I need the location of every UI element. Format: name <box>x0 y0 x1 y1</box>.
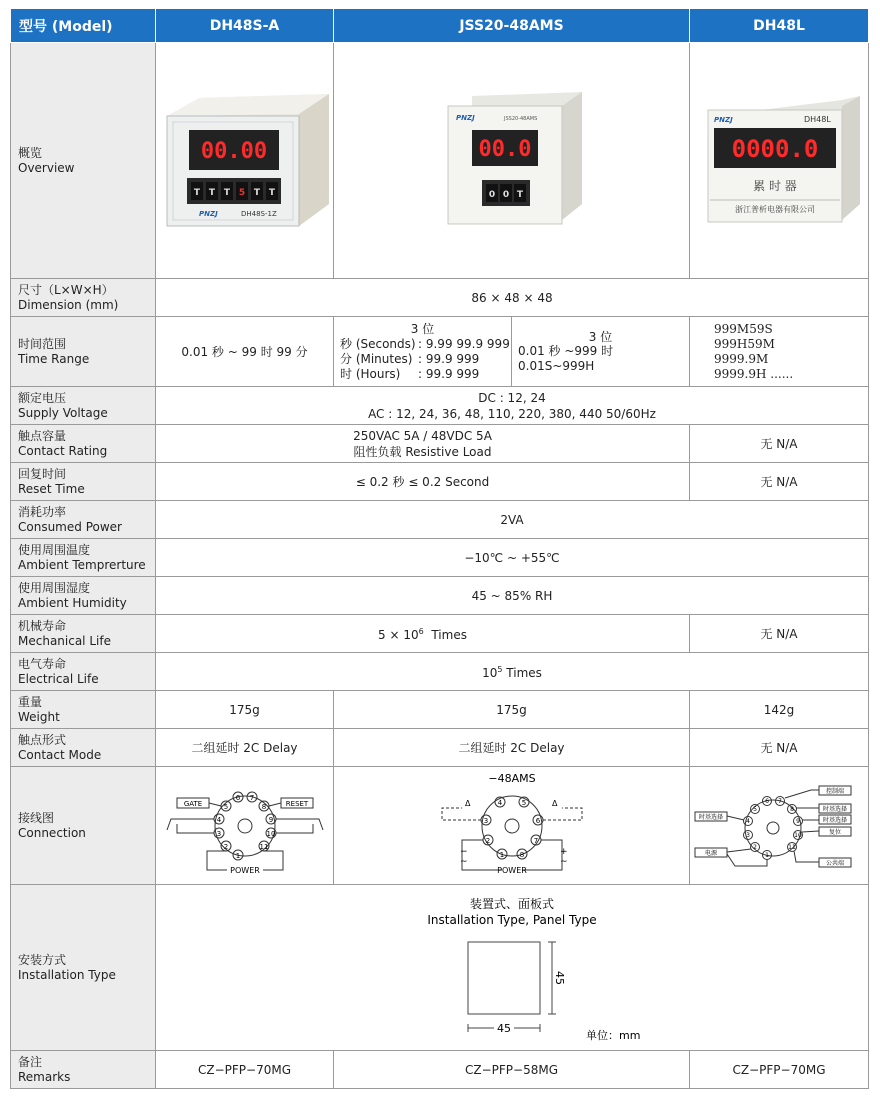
wiring-diagram-dh48l <box>690 767 869 885</box>
row-dimension <box>11 279 869 317</box>
svg-text:复位: 复位 <box>828 828 842 836</box>
value-elec-life: $10^5$ Times <box>156 653 869 691</box>
svg-text:2: 2 <box>485 836 490 845</box>
value-power: 2VA <box>156 501 869 539</box>
svg-text:POWER: POWER <box>229 865 260 875</box>
svg-text:DH48L: DH48L <box>803 114 831 124</box>
p3-display: 0000.0 <box>731 134 818 163</box>
label-connection: 接线图 Connection <box>11 767 156 885</box>
svg-text:8: 8 <box>519 850 524 859</box>
contact-rating-dh48l: 无 N/A <box>690 425 869 463</box>
svg-text:累 时 器: 累 时 器 <box>752 178 797 193</box>
product-image-jss20 <box>334 43 690 279</box>
svg-text:11: 11 <box>259 842 268 851</box>
svg-text:JSS20-48AMS: JSS20-48AMS <box>503 115 537 122</box>
label-remarks: 备注 Remarks <box>11 1051 156 1089</box>
svg-text:PNZJ: PNZJ <box>713 115 733 124</box>
wiring-diagram-dh48s <box>156 767 334 885</box>
label-time-range: 时间范围 Time Range <box>11 317 156 387</box>
svg-text:7: 7 <box>533 836 538 845</box>
value-reset-time: ≤ 0.2 秒 ≤ 0.2 Second <box>156 463 690 501</box>
mech-life-dh48l: 无 N/A <box>690 615 869 653</box>
remarks-dh48l: CZ−PFP−70MG <box>690 1051 869 1089</box>
svg-text:7: 7 <box>249 793 254 802</box>
label-contact-rating: 触点容量 Contact Rating <box>11 425 156 463</box>
row-amb-hum <box>11 577 869 615</box>
value-dimension: 86 × 48 × 48 <box>156 279 869 317</box>
svg-text:1: 1 <box>499 850 504 859</box>
value-amb-temp: −10℃ ~ +55℃ <box>156 539 869 577</box>
spec-table <box>10 8 869 1089</box>
header-model: 型号 (Model) <box>11 9 156 43</box>
label-dimension: 尺寸（L×W×H） Dimension (mm) <box>11 279 156 317</box>
svg-text:浙江普析电器有限公司: 浙江普析电器有限公司 <box>734 204 815 214</box>
svg-text:9: 9 <box>796 817 800 825</box>
svg-text:7: 7 <box>778 797 782 805</box>
label-contact-mode: 触点形式 Contact Mode <box>11 729 156 767</box>
header-row <box>11 9 869 43</box>
product-image-dh48l <box>690 43 869 279</box>
time-range-jss20-a: 3 位 秒 (Seconds) : 9.99 99.9 999 分 (Minutes) : 99.9 999 时 (Hours) : 99.9 999 <box>334 317 512 387</box>
svg-text:3: 3 <box>216 829 221 838</box>
svg-text:4: 4 <box>497 798 502 807</box>
svg-text:Δ: Δ <box>464 798 470 808</box>
time-range-dh48s: 0.01 秒 ~ 99 时 99 分 <box>156 317 334 387</box>
product-image-dh48s <box>156 43 334 279</box>
row-weight <box>11 691 869 729</box>
svg-text:3: 3 <box>483 816 488 825</box>
contact-mode-dh48s: 二组延时 2C Delay <box>156 729 334 767</box>
p1-display: 00.00 <box>200 138 267 164</box>
weight-dh48l: 142g <box>690 691 869 729</box>
svg-text:T: T <box>193 187 200 198</box>
svg-text:5: 5 <box>521 798 526 807</box>
svg-text:10: 10 <box>266 829 275 838</box>
label-voltage: 额定电压 Supply Voltage <box>11 387 156 425</box>
svg-text:GATE: GATE <box>183 799 202 808</box>
time-range-jss20-b: 3 位 0.01 秒 ~999 时 0.01S~999H <box>512 317 690 387</box>
svg-text:控制端: 控制端 <box>825 787 845 795</box>
label-amb-hum: 使用周围湿度 Ambient Humidity <box>11 577 156 615</box>
svg-text:0: 0 <box>488 189 495 200</box>
label-elec-life: 电气寿命 Electrical Life <box>11 653 156 691</box>
label-power: 消耗功率 Consumed Power <box>11 501 156 539</box>
value-amb-hum: 45 ~ 85% RH <box>156 577 869 615</box>
svg-text:PNZJ: PNZJ <box>198 209 218 218</box>
svg-text:4: 4 <box>746 817 750 825</box>
remarks-dh48s: CZ−PFP−70MG <box>156 1051 334 1089</box>
contact-mode-jss20: 二组延时 2C Delay <box>334 729 690 767</box>
svg-text:+: + <box>559 846 568 857</box>
svg-text:2: 2 <box>753 843 757 851</box>
svg-text:1: 1 <box>765 851 769 859</box>
svg-text:T: T <box>516 189 523 200</box>
svg-text:电源: 电源 <box>704 849 718 857</box>
svg-text:8: 8 <box>261 802 266 811</box>
row-mech-life <box>11 615 869 653</box>
installation-diagram <box>156 885 869 1051</box>
svg-text:8: 8 <box>790 805 794 813</box>
svg-text:Δ: Δ <box>551 798 557 808</box>
svg-text:时基选择: 时基选择 <box>822 816 848 824</box>
svg-text:2: 2 <box>223 842 228 851</box>
svg-text:5: 5 <box>238 187 245 198</box>
svg-text:−: − <box>459 846 468 857</box>
header-dh48l: DH48L <box>690 9 869 43</box>
row-remarks <box>11 1051 869 1089</box>
svg-text:Installation Type, Panel Type: Installation Type, Panel Type <box>427 912 597 927</box>
svg-text:POWER: POWER <box>496 865 527 875</box>
label-reset-time: 回复时间 Reset Time <box>11 463 156 501</box>
svg-text:1: 1 <box>235 851 240 860</box>
svg-text:~: ~ <box>559 856 568 867</box>
svg-text:5: 5 <box>753 805 757 813</box>
row-power <box>11 501 869 539</box>
label-weight: 重量 Weight <box>11 691 156 729</box>
wiring-diagram-jss20 <box>334 767 690 885</box>
svg-text:3: 3 <box>746 831 750 839</box>
p2-display: 00.0 <box>478 136 531 162</box>
label-mech-life: 机械寿命 Mechanical Life <box>11 615 156 653</box>
row-reset-time <box>11 463 869 501</box>
row-voltage <box>11 387 869 425</box>
svg-text:6: 6 <box>235 793 240 802</box>
svg-text:T: T <box>253 187 260 198</box>
svg-text:45: 45 <box>553 970 566 985</box>
value-contact-rating: 250VAC 5A / 48VDC 5A 阻性负载 Resistive Load <box>156 425 690 463</box>
weight-dh48s: 175g <box>156 691 334 729</box>
value-voltage: DC : 12, 24 AC : 12, 24, 36, 48, 110, 220, 380, 440 50/60Hz <box>156 387 869 425</box>
header-jss20-48ams: JSS20-48AMS <box>334 9 690 43</box>
svg-text:9: 9 <box>268 815 273 824</box>
svg-text:10: 10 <box>794 831 802 839</box>
row-installation <box>11 885 869 1051</box>
svg-text:单位：mm: 单位：mm <box>586 1028 641 1042</box>
contact-mode-dh48l: 无 N/A <box>690 729 869 767</box>
svg-text:时基选择: 时基选择 <box>698 813 724 821</box>
value-mech-life: $5 \times 10^6$ Times <box>156 615 690 653</box>
svg-text:T: T <box>208 187 215 198</box>
svg-text:RESET: RESET <box>285 799 308 808</box>
row-overview <box>11 43 869 279</box>
row-elec-life <box>11 653 869 691</box>
label-overview: 概览 Overview <box>11 43 156 279</box>
svg-text:−48AMS: −48AMS <box>487 771 536 785</box>
svg-text:T: T <box>223 187 230 198</box>
weight-jss20: 175g <box>334 691 690 729</box>
svg-text:时基选择: 时基选择 <box>822 805 848 813</box>
row-contact-mode <box>11 729 869 767</box>
header-dh48s-a: DH48S-A <box>156 9 334 43</box>
svg-text:装置式、面板式: 装置式、面板式 <box>469 896 555 911</box>
label-installation: 安装方式 Installation Type <box>11 885 156 1051</box>
svg-text:5: 5 <box>223 802 228 811</box>
svg-text:公共端: 公共端 <box>825 859 845 867</box>
svg-text:6: 6 <box>535 816 540 825</box>
label-amb-temp: 使用周围温度 Ambient Temprerture <box>11 539 156 577</box>
svg-text:PNZJ: PNZJ <box>455 113 475 122</box>
svg-text:4: 4 <box>216 815 221 824</box>
svg-text:45: 45 <box>497 1021 511 1035</box>
remarks-jss20: CZ−PFP−58MG <box>334 1051 690 1089</box>
svg-text:11: 11 <box>788 843 796 851</box>
svg-text:0: 0 <box>502 189 509 200</box>
svg-text:6: 6 <box>765 797 769 805</box>
svg-text:T: T <box>268 187 275 198</box>
reset-time-dh48l: 无 N/A <box>690 463 869 501</box>
svg-text:~: ~ <box>459 856 468 867</box>
row-connection <box>11 767 869 885</box>
row-time-range <box>11 317 869 387</box>
time-range-dh48l: 999M59S 999H59M 9999.9M 9999.9H ...... <box>690 317 869 387</box>
row-contact-rating <box>11 425 869 463</box>
svg-text:DH48S-1Z: DH48S-1Z <box>240 209 277 218</box>
row-amb-temp <box>11 539 869 577</box>
